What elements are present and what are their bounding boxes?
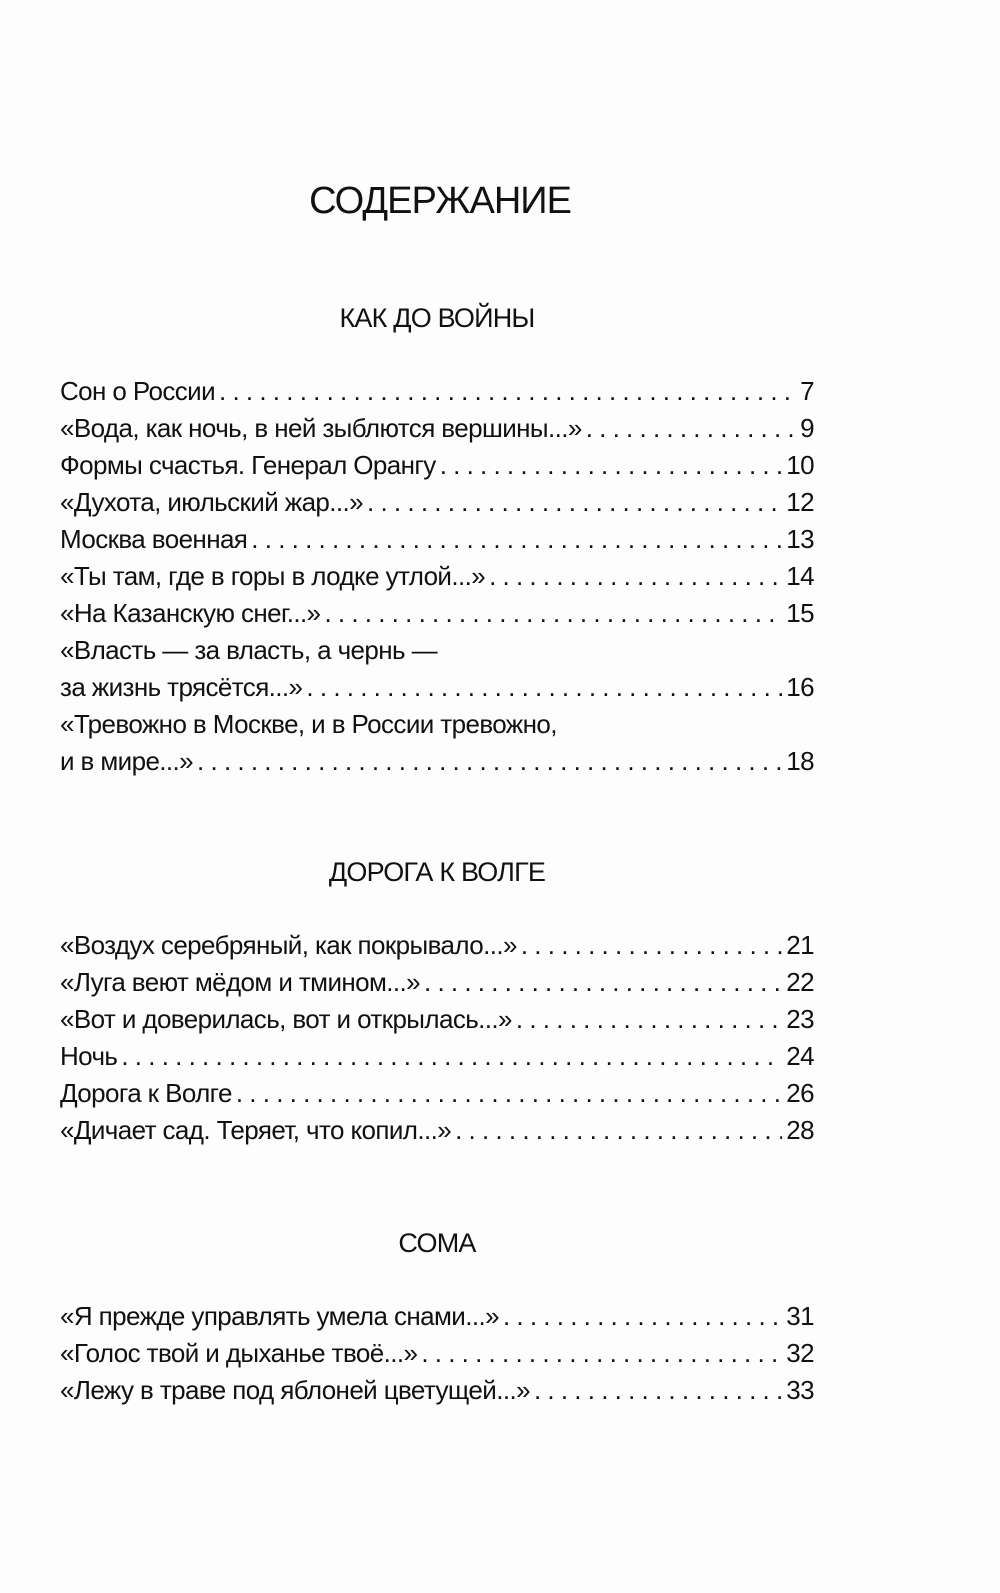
dot-leader	[121, 1038, 782, 1075]
toc-entry[interactable]	[60, 964, 814, 1001]
dot-leader	[455, 1112, 782, 1149]
entry-title: «Луга веют мёдом и тмином...»	[60, 967, 420, 997]
dot-leader	[516, 1001, 782, 1038]
entry-page-number: 23	[786, 1004, 814, 1034]
toc-entry[interactable]	[60, 1335, 814, 1372]
toc-section	[60, 1225, 814, 1409]
entry-title: «На Казанскую снег...»	[60, 598, 321, 628]
entry-title-line1: «Тревожно в Москве, и в России тревожно,	[60, 709, 557, 739]
dot-leader	[219, 373, 796, 410]
section-heading: КАК ДО ВОЙНЫ	[339, 303, 535, 333]
toc-entry[interactable]	[60, 1075, 814, 1112]
toc-entry[interactable]	[60, 1112, 814, 1149]
dot-leader	[421, 1335, 782, 1372]
entry-title: «Дичает сад. Теряет, что копил...»	[60, 1115, 452, 1145]
toc-entry[interactable]	[60, 743, 814, 780]
entry-title: «Ты там, где в горы в лодке утлой...»	[60, 561, 486, 591]
entry-title: «Духота, июльский жар...»	[60, 487, 364, 517]
entry-title: «Лежу в траве под яблоней цветущей...»	[60, 1375, 530, 1405]
entry-title: и в мире...»	[60, 746, 194, 776]
dot-leader	[586, 410, 796, 447]
toc-section	[60, 854, 814, 1149]
dot-leader	[424, 964, 782, 1001]
toc-entry[interactable]	[60, 927, 814, 964]
entry-page-number: 16	[786, 672, 814, 702]
entry-title: за жизнь трясётся...»	[60, 672, 303, 702]
entry-page-number: 31	[786, 1301, 814, 1331]
dot-leader	[306, 669, 782, 706]
toc-entry[interactable]	[60, 558, 814, 595]
entry-page-number: 13	[786, 524, 814, 554]
entry-page-number: 14	[786, 561, 814, 591]
entry-page-number: 9	[800, 413, 814, 443]
entry-title: Дорога к Волге	[60, 1078, 232, 1108]
entry-page-number: 12	[786, 487, 814, 517]
entry-title: «Я прежде управлять умела снами...»	[60, 1301, 499, 1331]
toc-entry[interactable]	[60, 410, 814, 447]
entry-page-number: 24	[786, 1041, 814, 1071]
section-heading: СОМА	[398, 1228, 476, 1258]
entry-title: Ночь	[60, 1041, 118, 1071]
entry-page-number: 15	[786, 598, 814, 628]
toc-entry-line	[60, 706, 814, 743]
entry-title: «Воздух серебряный, как покрывало...»	[60, 930, 517, 960]
toc-entry[interactable]	[60, 669, 814, 706]
toc-entry-line	[60, 632, 814, 669]
entry-page-number: 10	[786, 450, 814, 480]
toc-entry[interactable]	[60, 1001, 814, 1038]
entry-page-number: 18	[786, 746, 814, 776]
dot-leader	[367, 484, 782, 521]
entry-page-number: 28	[786, 1115, 814, 1145]
toc-section	[60, 300, 814, 780]
dot-leader	[440, 447, 783, 484]
toc-entry[interactable]	[60, 595, 814, 632]
page-title: СОДЕРЖАНИЕ	[309, 180, 571, 222]
entry-title: «Вода, как ночь, в ней зыблются вершины...»	[60, 413, 582, 443]
toc-entry[interactable]	[60, 484, 814, 521]
toc-entry[interactable]	[60, 1298, 814, 1335]
entry-title: Москва военная	[60, 524, 248, 554]
entry-title: Формы счастья. Генерал Орангу	[60, 450, 436, 480]
entry-page-number: 26	[786, 1078, 814, 1108]
toc-entry[interactable]	[60, 1038, 814, 1075]
entry-page-number: 21	[786, 930, 814, 960]
dot-leader	[324, 595, 782, 632]
toc-entry[interactable]	[60, 521, 814, 558]
dot-leader	[251, 521, 782, 558]
section-heading: ДОРОГА К ВОЛГЕ	[328, 857, 546, 887]
dot-leader	[489, 558, 782, 595]
dot-leader	[197, 743, 782, 780]
entry-title: «Вот и доверилась, вот и открылась...»	[60, 1004, 512, 1034]
dot-leader	[503, 1298, 782, 1335]
entry-title: Сон о России	[60, 376, 216, 406]
entry-title-line1: «Власть — за власть, а чернь —	[60, 635, 437, 665]
toc-entry[interactable]	[60, 373, 814, 410]
entry-title: «Голос твой и дыханье твоё...»	[60, 1338, 418, 1368]
dot-leader	[521, 927, 782, 964]
entry-page-number: 22	[786, 967, 814, 997]
toc-entry[interactable]	[60, 1372, 814, 1409]
dot-leader	[236, 1075, 782, 1112]
entry-page-number: 33	[786, 1375, 814, 1405]
toc-entry[interactable]	[60, 447, 814, 484]
dot-leader	[534, 1372, 782, 1409]
entry-page-number: 32	[786, 1338, 814, 1368]
entry-page-number: 7	[800, 376, 814, 406]
